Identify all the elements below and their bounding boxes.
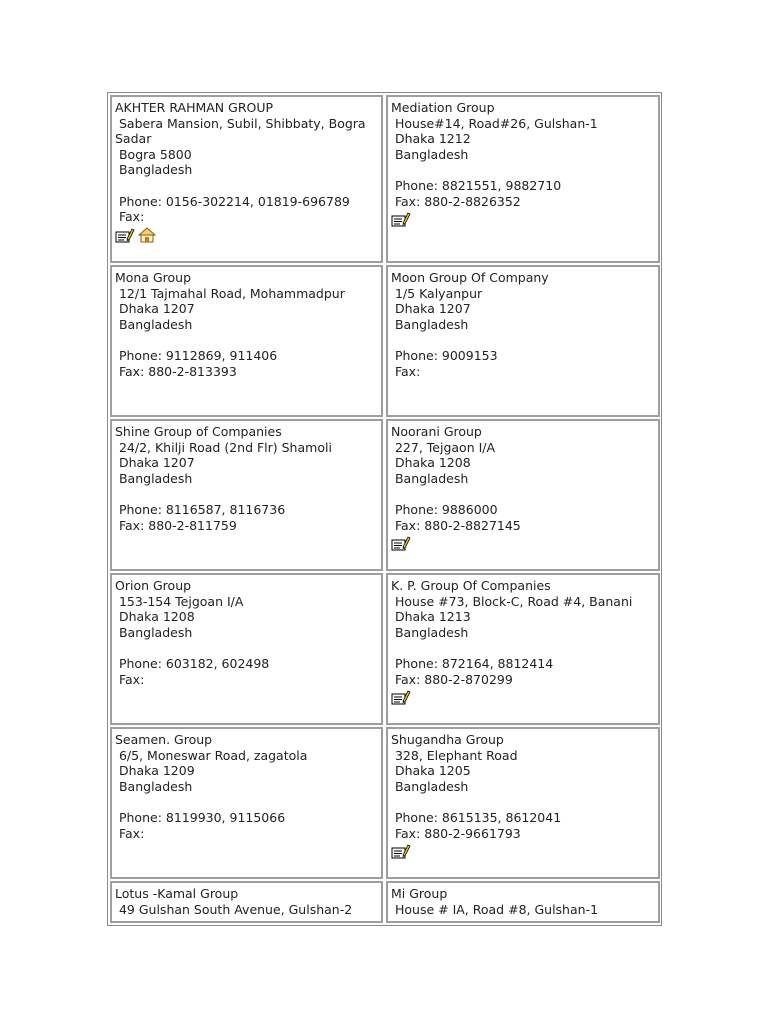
- address-line: Bangladesh: [391, 470, 469, 486]
- address-line: Bangladesh: [391, 316, 469, 332]
- spacer: [391, 640, 658, 656]
- address-line: 24/2, Khilji Road (2nd Flr) Shamoli: [115, 439, 332, 455]
- contact-icons: [115, 226, 381, 244]
- spacer: [115, 794, 381, 810]
- fax-line: Fax:: [115, 209, 145, 225]
- fax-line: Fax:: [115, 825, 145, 841]
- company-directory-table: [107, 92, 662, 926]
- address-line: Sabera Mansion, Subil, Shibbaty, Bogra: [115, 115, 366, 131]
- address-line: Dhaka 1207: [115, 455, 195, 471]
- company-name: Moon Group Of Company: [391, 270, 549, 285]
- company-card: [110, 95, 383, 263]
- fax-line: Fax: 880-2-8826352: [391, 193, 521, 209]
- address-line: Dhaka 1213: [391, 609, 471, 625]
- contact-card-icon[interactable]: [115, 227, 135, 243]
- company-card: [386, 727, 660, 879]
- address-line: Bangladesh: [391, 146, 469, 162]
- address-line: Sadar: [115, 131, 152, 147]
- contact-icons: [391, 688, 658, 706]
- address-line: Dhaka 1205: [391, 763, 471, 779]
- contact-card-icon[interactable]: [391, 535, 411, 551]
- company-card: [110, 573, 383, 725]
- company-name: Seamen. Group: [115, 732, 213, 747]
- address-line: Dhaka 1207: [115, 301, 195, 317]
- company-card: [386, 265, 660, 417]
- company-name: Orion Group: [115, 578, 192, 593]
- contact-card-icon[interactable]: [391, 689, 411, 705]
- phone-line: Phone: 9886000: [391, 501, 498, 517]
- address-line: Dhaka 1207: [391, 301, 471, 317]
- fax-line: Fax: 880-2-9661793: [391, 825, 521, 841]
- fax-line: Fax:: [115, 671, 145, 687]
- address-line: Bangladesh: [391, 624, 469, 640]
- phone-line: Phone: 9009153: [391, 347, 498, 363]
- company-name: Noorani Group: [391, 424, 482, 439]
- phone-line: Phone: 9112869, 911406: [115, 347, 278, 363]
- company-card: [386, 881, 660, 923]
- address-line: Bangladesh: [115, 470, 193, 486]
- fax-line: Fax: 880-2-8827145: [391, 517, 521, 533]
- phone-line: Phone: 8821551, 9882710: [391, 177, 562, 193]
- company-card: [386, 95, 660, 263]
- address-line: Dhaka 1209: [115, 763, 195, 779]
- company-card: [110, 727, 383, 879]
- spacer: [391, 794, 658, 810]
- spacer: [115, 640, 381, 656]
- phone-line: Phone: 0156-302214, 01819-696789: [115, 193, 350, 209]
- phone-line: Phone: 8119930, 9115066: [115, 809, 286, 825]
- company-name: Lotus -Kamal Group: [115, 886, 239, 901]
- spacer: [391, 162, 658, 178]
- address-line: Bangladesh: [115, 624, 193, 640]
- address-line: House #73, Block-C, Road #4, Banani: [391, 593, 633, 609]
- contact-card-icon[interactable]: [391, 211, 411, 227]
- fax-line: Fax:: [391, 363, 421, 379]
- address-line: Bangladesh: [115, 778, 193, 794]
- address-line: House#14, Road#26, Gulshan-1: [391, 115, 598, 131]
- company-name: Mona Group: [115, 270, 192, 285]
- address-line: 227, Tejgaon I/A: [391, 439, 496, 455]
- address-line: Dhaka 1212: [391, 131, 471, 147]
- fax-line: Fax: 880-2-811759: [115, 517, 237, 533]
- contact-icons: [391, 842, 658, 860]
- phone-line: Phone: 8116587, 8116736: [115, 501, 286, 517]
- company-name: Shugandha Group: [391, 732, 504, 747]
- company-card: [110, 881, 383, 923]
- company-name: AKHTER RAHMAN GROUP: [115, 100, 274, 115]
- address-line: Bangladesh: [391, 778, 469, 794]
- fax-line: Fax: 880-2-813393: [115, 363, 237, 379]
- home-icon[interactable]: [137, 227, 157, 243]
- phone-line: Phone: 8615135, 8612041: [391, 809, 562, 825]
- spacer: [115, 486, 381, 502]
- contact-icons: [391, 210, 658, 228]
- fax-line: Fax: 880-2-870299: [391, 671, 513, 687]
- company-name: K. P. Group Of Companies: [391, 578, 551, 593]
- company-card: [386, 419, 660, 571]
- address-line: House # IA, Road #8, Gulshan-1: [391, 901, 599, 917]
- spacer: [115, 178, 381, 194]
- spacer: [391, 332, 658, 348]
- address-line: Bangladesh: [115, 162, 193, 178]
- address-line: Dhaka 1208: [391, 455, 471, 471]
- address-line: 153-154 Tejgoan I/A: [115, 593, 244, 609]
- company-card: [110, 265, 383, 417]
- company-card: [110, 419, 383, 571]
- spacer: [391, 486, 658, 502]
- company-name: Mediation Group: [391, 100, 495, 115]
- address-line: Bangladesh: [115, 316, 193, 332]
- contact-icons: [391, 534, 658, 552]
- company-name: Mi Group: [391, 886, 448, 901]
- company-card: [386, 573, 660, 725]
- contact-card-icon[interactable]: [391, 843, 411, 859]
- phone-line: Phone: 603182, 602498: [115, 655, 270, 671]
- company-name: Shine Group of Companies: [115, 424, 282, 439]
- address-line: 49 Gulshan South Avenue, Gulshan-2: [115, 901, 353, 917]
- spacer: [115, 332, 381, 348]
- address-line: 328, Elephant Road: [391, 747, 518, 763]
- address-line: 6/5, Moneswar Road, zagatola: [115, 747, 308, 763]
- address-line: Dhaka 1208: [115, 609, 195, 625]
- phone-line: Phone: 872164, 8812414: [391, 655, 554, 671]
- address-line: 1/5 Kalyanpur: [391, 285, 483, 301]
- address-line: Bogra 5800: [115, 146, 192, 162]
- address-line: 12/1 Tajmahal Road, Mohammadpur: [115, 285, 345, 301]
